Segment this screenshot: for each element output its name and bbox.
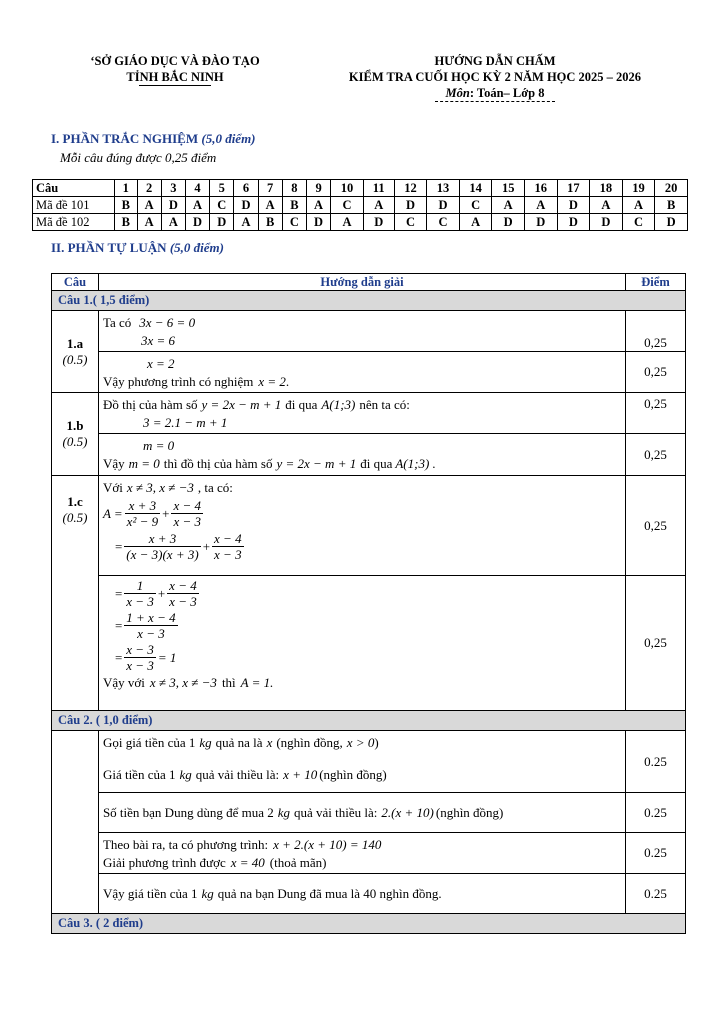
subject-label: Môn: [445, 86, 470, 100]
denominator: x − 3: [169, 594, 197, 609]
answer-cell: A: [258, 197, 282, 214]
math-expression: x + 2.(x + 10) = 140: [273, 836, 382, 852]
math-expression: y = 2x − m + 1: [201, 396, 282, 412]
answer-cell: D: [524, 214, 557, 231]
step-text: , ta có:: [197, 479, 233, 495]
answer-cell: D: [306, 214, 330, 231]
table-row: [52, 393, 686, 434]
unit: kg: [201, 886, 214, 901]
question-number: 16: [524, 180, 557, 197]
answer-cell: A: [331, 214, 364, 231]
answer-cell: A: [306, 197, 330, 214]
fraction: [124, 642, 156, 673]
step-text: nên ta có:: [359, 396, 410, 412]
answer-cell: A: [137, 197, 161, 214]
fraction: [124, 531, 200, 562]
answer-cell: B: [258, 214, 282, 231]
math-expression: x + 10: [283, 766, 318, 782]
answer-cell: C: [394, 214, 427, 231]
answer-cell: A: [363, 197, 394, 214]
question-2-title: Câu 2. ( 1,0 điểm): [52, 711, 686, 731]
section-row: [52, 291, 686, 311]
question-label: 1.b: [66, 418, 84, 433]
subject-line: [310, 85, 680, 101]
math-expression: 2.(x + 10): [381, 805, 434, 820]
denominator: (x − 3)(x + 3): [126, 547, 199, 562]
question-1a-label-cell: [52, 311, 99, 393]
exam-code: Mã đề 102: [33, 214, 115, 231]
answer-cell: D: [161, 197, 185, 214]
fraction: [171, 498, 203, 529]
question-number: 19: [622, 180, 655, 197]
table-row: [52, 352, 686, 393]
title-line-1: HƯỚNG DẪN CHẤM: [434, 54, 556, 68]
numerator: x + 3: [124, 531, 200, 547]
math-expression: x ≠ 3, x ≠ −3: [126, 479, 194, 495]
solution-step: = $\frac{1}{x - 3}$ + $\frac{x - 4}{x - 3}$ = $\frac{1 + x - 4}{x - 3}$ = $\frac{x - 3}{x - 3}$ = 1 Vậy với x ≠ 3, x ≠ −3 thì A = 1.: [98, 576, 625, 711]
answer-cell: B: [115, 214, 138, 231]
department-name: [60, 53, 290, 86]
answer-cell: A: [161, 214, 185, 231]
math-expression: x = 2: [146, 355, 175, 371]
step-text: Vậy: [102, 455, 125, 471]
answer-cell: D: [557, 214, 590, 231]
department-line-1: ‘SỞ GIÁO DỤC VÀ ĐÀO TẠO: [90, 54, 260, 68]
question-1-title: Câu 1.( 1,5 điểm): [52, 291, 686, 311]
math-expression: x = 2: [258, 373, 286, 389]
table-row: [52, 434, 686, 476]
solution-step: [98, 311, 625, 352]
solution-step: x = 2 Vậy phương trình có nghiệm x = 2 .: [98, 352, 625, 393]
math-expression: A = 1.: [240, 674, 274, 690]
math-expression: x: [266, 734, 273, 750]
question-number: 15: [492, 180, 525, 197]
fraction: [167, 578, 199, 609]
points-cell: 0,25: [626, 311, 686, 352]
part1-points: (5,0 điểm): [201, 131, 256, 146]
table-row: [52, 311, 686, 352]
step-text: Vậy giá tiền của 1: [102, 886, 198, 901]
underline: [435, 101, 555, 102]
question-number: 6: [234, 180, 258, 197]
question-number: 14: [459, 180, 492, 197]
unit: kg: [277, 805, 291, 820]
answer-cell: A: [137, 214, 161, 231]
step-text: (nghìn đồng,: [276, 734, 343, 750]
solution-table: [51, 273, 686, 934]
answer-cell: A: [459, 214, 492, 231]
question-number: 1: [115, 180, 138, 197]
answer-cell: D: [210, 214, 234, 231]
section-row: [52, 914, 686, 934]
step-text: Với: [102, 479, 123, 495]
question-3-title: Câu 3. ( 2 điểm): [52, 914, 686, 934]
denominator: x − 3: [137, 626, 165, 641]
column-header-points: Điểm: [626, 274, 686, 291]
numerator: 1: [124, 578, 156, 594]
math-expression: x > 0: [346, 734, 375, 750]
part2-points: (5,0 điểm): [169, 240, 224, 255]
step-text: (nghìn đồng): [319, 766, 387, 782]
math-expression: x = 40: [230, 854, 265, 870]
table-row: [33, 197, 688, 214]
solution-step: m = 0 Vậy m = 0 thì đồ thị của hàm số y = 2x − m + 1 đi qua A(1;3) .: [98, 434, 625, 476]
points-cell: 0,25: [626, 476, 686, 576]
table-row: [33, 180, 688, 197]
denominator: x − 3: [126, 658, 154, 673]
section-row: [52, 711, 686, 731]
step-text: Vậy phương trình có nghiệm: [102, 373, 254, 389]
math-expression: A(1;3): [395, 455, 430, 471]
question-number: 4: [185, 180, 209, 197]
fraction: [124, 610, 177, 641]
answer-cell: A: [622, 197, 655, 214]
step-text: đi qua: [360, 455, 393, 471]
step-text: (nghìn đồng): [435, 805, 504, 820]
question-number: 8: [282, 180, 306, 197]
points-cell: 0.25: [626, 874, 686, 914]
question-number: 17: [557, 180, 590, 197]
math-expression: A(1;3): [321, 396, 356, 412]
fraction: [212, 531, 244, 562]
column-header-question: Câu: [52, 274, 99, 291]
answer-cell: D: [363, 214, 394, 231]
step-text: quả na bạn Dung đã mua là 40 nghìn đồng.: [217, 886, 442, 901]
math-expression: m = 0: [128, 455, 160, 471]
step-text: quả vải thiều là:: [195, 766, 280, 782]
step-text: Giải phương trình được: [102, 854, 226, 870]
unit: kg: [199, 734, 212, 750]
step-text: Theo bài ra, ta có phương trình:: [102, 836, 269, 852]
step-text: ): [374, 734, 379, 750]
step-text: Giá tiền của 1: [102, 766, 176, 782]
step-text: Vậy với: [102, 674, 145, 690]
step-text: đi qua: [285, 396, 318, 412]
numerator: x + 3: [125, 498, 160, 514]
table-row: [33, 214, 688, 231]
step-text: thì: [221, 674, 236, 690]
table-row: [52, 731, 686, 793]
points-cell: 0.25: [626, 731, 686, 793]
column-header-guide: Hướng dẫn giải: [98, 274, 625, 291]
numerator: x − 4: [169, 578, 197, 593]
numerator: x − 4: [173, 498, 202, 513]
answer-cell: A: [185, 197, 209, 214]
header-label: Câu: [33, 180, 115, 197]
answer-cell: C: [622, 214, 655, 231]
part2-title: II. PHẦN TỰ LUẬN: [51, 240, 167, 255]
unit: kg: [179, 766, 192, 782]
question-weight: (0.5): [62, 434, 88, 449]
solution-step: [98, 874, 625, 914]
table-row: [52, 874, 686, 914]
points-cell: 0.25: [626, 833, 686, 874]
question-number: 3: [161, 180, 185, 197]
question-1b-label-cell: [52, 393, 99, 476]
question-number: 12: [394, 180, 427, 197]
answer-cell: B: [655, 197, 688, 214]
solution-step: Với x ≠ 3, x ≠ −3 , ta có: A = $\frac{x + 3}{\text{x² − 9}}$ + $\frac{x - 4}{x - 3}$ = $\frac{x + 3}{(x - 3)(x + 3)}$ + $\frac{x - 4}{x - 3}$: [98, 476, 625, 576]
answer-cell: C: [210, 197, 234, 214]
points-cell: 0,25: [626, 393, 686, 434]
answer-cell: D: [234, 197, 258, 214]
points-cell: 0,25: [626, 352, 686, 393]
math-expression: = 1: [157, 650, 177, 665]
math-expression: 3x = 6: [140, 332, 175, 348]
numerator: 1 + x − 4: [126, 610, 176, 625]
question-number: 2: [137, 180, 161, 197]
question-number: 9: [306, 180, 330, 197]
points-cell: 0.25: [626, 793, 686, 833]
step-text: Ta có: [102, 314, 132, 330]
solution-step: [98, 793, 625, 833]
denominator: x − 3: [214, 547, 242, 562]
answer-cell: B: [282, 197, 306, 214]
fraction: [125, 498, 160, 529]
answer-cell: A: [234, 214, 258, 231]
numerator: x − 3: [126, 642, 154, 657]
step-text: quả vải thiều là:: [294, 805, 378, 820]
exam-code: Mã đề 101: [33, 197, 115, 214]
points-cell: 0,25: [626, 434, 686, 476]
answer-cell: D: [394, 197, 427, 214]
answer-cell: A: [524, 197, 557, 214]
part1-note: Mỗi câu đúng được 0,25 điểm: [60, 150, 217, 165]
table-row: [52, 833, 686, 874]
question-2-label-cell: [52, 731, 99, 914]
fraction: [124, 578, 156, 609]
answer-cell: D: [185, 214, 209, 231]
step-text: thì đồ thị của hàm số: [163, 455, 273, 471]
answer-cell: D: [427, 197, 460, 214]
step-text: (thoả mãn): [269, 854, 327, 870]
question-number: 11: [363, 180, 394, 197]
answer-cell: C: [427, 214, 460, 231]
question-label: 1.a: [66, 335, 84, 351]
points-cell: 0,25: [626, 576, 686, 711]
answer-cell: D: [492, 214, 525, 231]
answer-cell: D: [557, 197, 590, 214]
step-text: quả na là: [215, 734, 263, 750]
table-row: [52, 793, 686, 833]
question-number: 20: [655, 180, 688, 197]
solution-step: [98, 731, 625, 793]
subject-value: : Toán– Lớp 8: [469, 86, 545, 100]
step-text: Gọi giá tiền của 1: [102, 734, 196, 750]
question-weight: (0.5): [62, 351, 88, 367]
part1-heading: [51, 131, 256, 147]
table-row: [52, 476, 686, 576]
table-header-row: [52, 274, 686, 291]
math-expression: y = 2x − m + 1: [276, 455, 357, 471]
question-number: 10: [331, 180, 364, 197]
answer-cell: D: [655, 214, 688, 231]
question-number: 7: [258, 180, 282, 197]
document-title: [310, 53, 680, 102]
question-weight: (0.5): [62, 510, 88, 525]
answer-key-table: [32, 179, 688, 231]
math-expression: m = 0: [142, 437, 175, 453]
question-number: 5: [210, 180, 234, 197]
answer-cell: A: [492, 197, 525, 214]
question-label: 1.c: [67, 494, 83, 509]
underline: [139, 85, 211, 86]
math-expression: x ≠ 3, x ≠ −3: [149, 674, 217, 690]
answer-cell: C: [331, 197, 364, 214]
title-line-2: KIỂM TRA CUỐI HỌC KỲ 2 NĂM HỌC 2025 – 2026: [348, 70, 642, 84]
step-text: Đồ thị của hàm số: [102, 396, 198, 412]
answer-cell: D: [590, 214, 623, 231]
step-text: Số tiền bạn Dung dùng để mua 2: [102, 805, 274, 820]
denominator: x² − 9: [126, 514, 159, 529]
part1-title: I. PHẦN TRẮC NGHIỆM: [51, 131, 199, 146]
math-expression: A =: [102, 506, 123, 521]
question-number: 18: [590, 180, 623, 197]
question-1c-label-cell: [52, 476, 99, 711]
department-line-2: TỈNH BẮC NINH: [126, 70, 224, 84]
part2-heading: [51, 240, 224, 256]
answer-cell: C: [282, 214, 306, 231]
denominator: x − 3: [173, 514, 202, 529]
answer-cell: B: [115, 197, 138, 214]
question-number: 13: [427, 180, 460, 197]
solution-step: [98, 833, 625, 874]
table-row: [52, 576, 686, 711]
denominator: x − 3: [126, 594, 154, 609]
numerator: x − 4: [214, 531, 242, 546]
answer-cell: C: [459, 197, 492, 214]
math-expression: 3 = 2.1 − m + 1: [142, 414, 228, 430]
math-expression: 3x − 6 = 0: [139, 314, 196, 330]
answer-cell: A: [590, 197, 623, 214]
solution-step: [98, 393, 625, 434]
